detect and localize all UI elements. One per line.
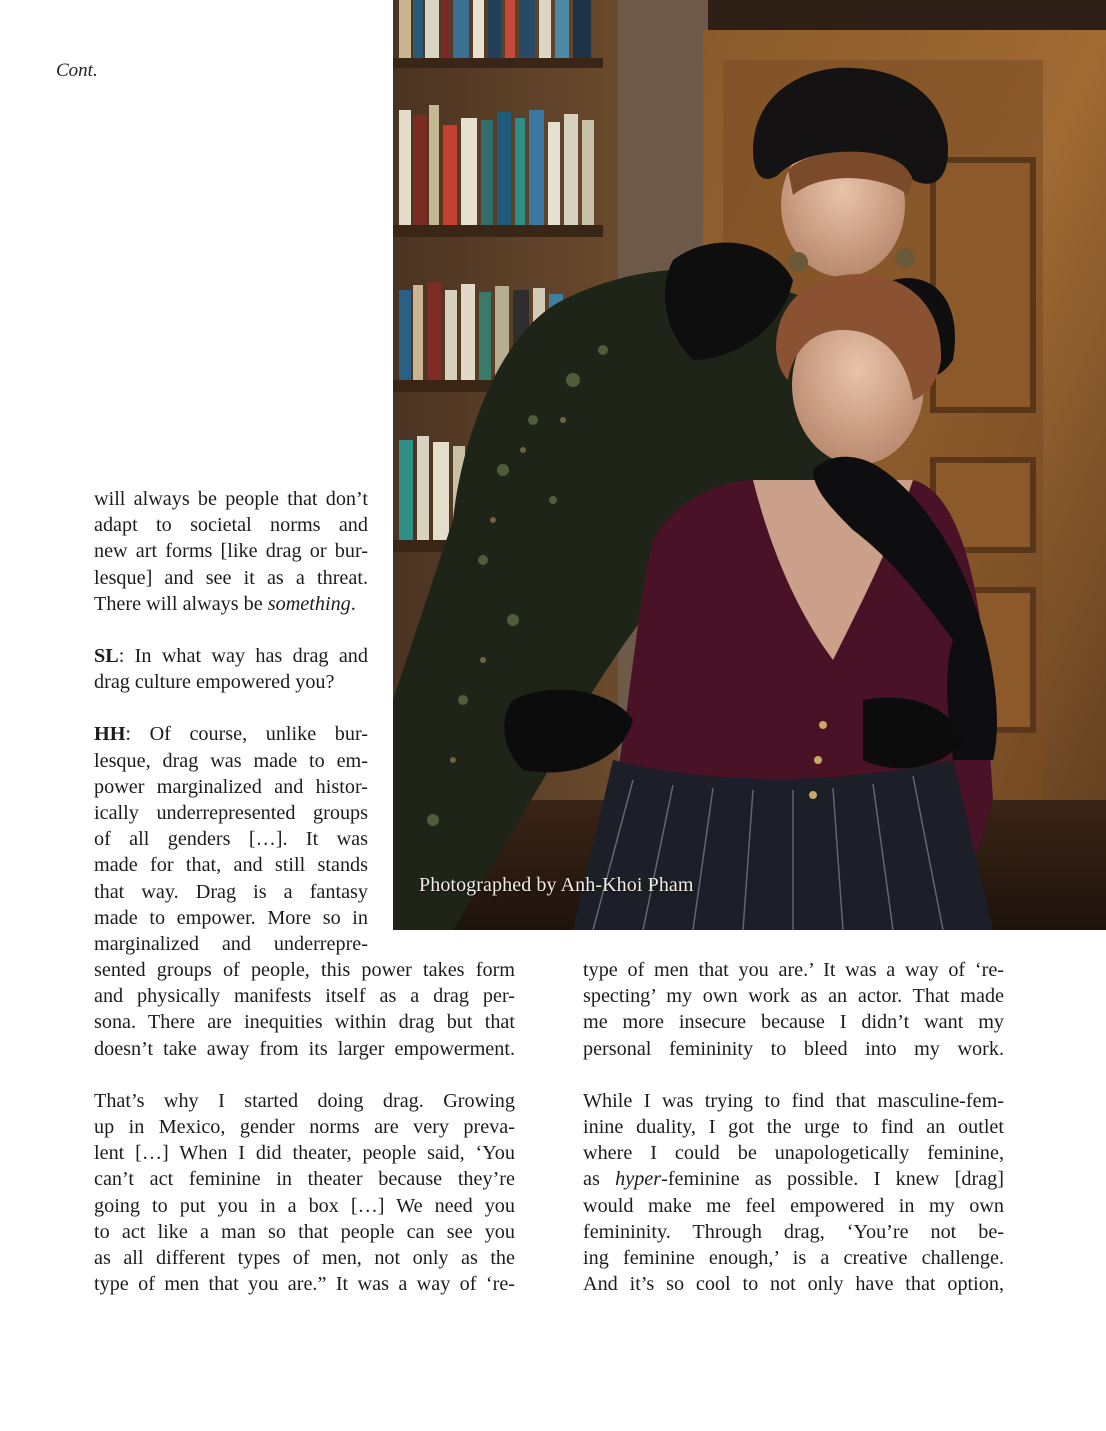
text-line: as hyper-feminine as possible. I knew [drag] [583, 1168, 1004, 1191]
text-line: type of men that you are.” It was a way of ‘re- [94, 1273, 515, 1296]
text-line: lent […] When I did theater, people said, ‘You [94, 1142, 515, 1165]
text-line: would make me feel empowered in my own [583, 1194, 1004, 1217]
text-line: And it’s so cool to not only have that option, [583, 1273, 1004, 1296]
text-line: ically underrepresented groups [94, 802, 368, 825]
text-line: that way. Drag is a fantasy [94, 880, 368, 903]
text-line: femininity. Through drag, ‘You’re not be- [583, 1220, 1004, 1243]
text-line: doesn’t take away from its larger empowerment. [94, 1037, 515, 1060]
text-line: going to put you in a box […] We need you [94, 1194, 515, 1217]
text-line: new art forms [like drag or bur- [94, 540, 368, 563]
speaker-tag-sl: SL [94, 645, 119, 668]
text-line: sona. There are inequities within drag but that [94, 1011, 515, 1034]
text-line: sented groups of people, this power takes form [94, 959, 515, 981]
text-line: marginalized and underrepre- [94, 933, 368, 956]
text-line: to act like a man so that people can see you [94, 1220, 515, 1243]
continued-label: Cont. [56, 60, 98, 81]
narrow-column-text [94, 486, 368, 957]
text-line: up in Mexico, gender norms are very preva- [94, 1116, 515, 1139]
text-line: That’s why I started doing drag. Growing [94, 1089, 515, 1112]
question-line: SL: In what way has drag and [94, 645, 368, 668]
text-line: will always be people that don’t [94, 488, 368, 510]
text-line: There will always be something. [94, 592, 356, 615]
text-line: power marginalized and histor- [94, 775, 368, 798]
text-line: adapt to societal norms and [94, 514, 368, 537]
text-line: personal femininity to bleed into my work. [583, 1037, 1004, 1060]
text-line: ing feminine enough,’ is a creative challenge. [583, 1247, 1004, 1270]
photo-illustration [393, 0, 1106, 930]
text-line: specting’ my own work as an actor. That made [583, 985, 1004, 1008]
text-line: of all genders […]. It was [94, 828, 368, 851]
text-line: lesque, drag was made to em- [94, 749, 368, 772]
text-line: as all different types of men, not only as the [94, 1247, 515, 1270]
text-line: me more insecure because I didn’t want my [583, 1011, 1004, 1034]
text-line: While I was trying to find that masculine-fem- [583, 1089, 1004, 1112]
text-line: where I could be unapologetically feminine, [583, 1142, 1004, 1165]
text-line: inine duality, I got the urge to find an outlet [583, 1116, 1004, 1139]
left-column-text [94, 957, 515, 1297]
text-line: drag culture empowered you? [94, 671, 335, 694]
right-column-text [583, 957, 1004, 1297]
answer-line: HH: Of course, unlike bur- [94, 723, 368, 746]
text-line: made to empower. More so in [94, 906, 368, 929]
text-line: made for that, and still stands [94, 854, 368, 877]
text-line: lesque] and see it as a threat. [94, 566, 368, 589]
text-line: can’t act feminine in theater because they’re [94, 1168, 515, 1191]
photo-credit-caption: Photographed by Anh-Khoi Pham [419, 874, 694, 896]
editorial-photograph [393, 0, 1106, 930]
text-line: and physically manifests itself as a drag per- [94, 985, 515, 1008]
text-line: type of men that you are.’ It was a way of ‘re- [583, 959, 1004, 981]
speaker-tag-hh: HH [94, 723, 126, 746]
